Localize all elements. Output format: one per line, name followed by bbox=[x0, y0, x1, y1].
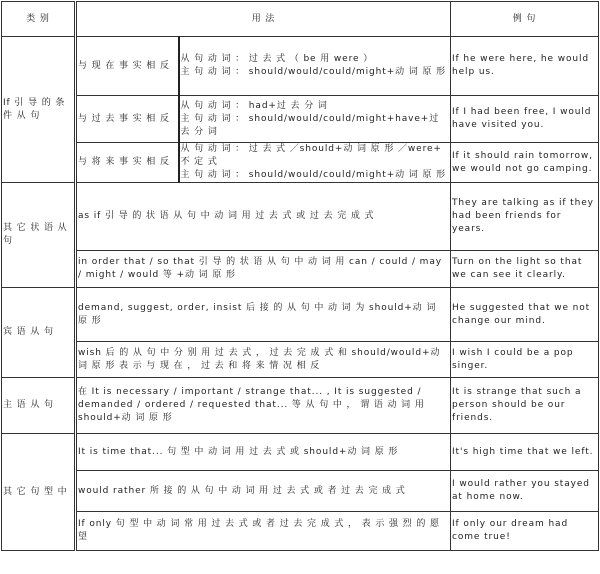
usage-cell: wish 后 的 从 句 中 分 别 用 过 去 式 ， 过 去 完 成 式 和 should/would+动 词 原 形 表 示 与 现 在 ， 过 去 和 将 来 情 况 相 反 bbox=[76, 342, 451, 378]
usage-line: 主 句 动 词 ： should/would/could/might+have+过 去 分 词 bbox=[180, 113, 440, 137]
usage-cell: would rather 所 接 的 从 句 中 动 词 用 过 去 式 或 者 过 去 完 成 式 bbox=[76, 471, 451, 512]
example-cell: I would rather you stayed at home now. bbox=[451, 471, 599, 512]
type-cell: 与 将 来 事 实 相 反 bbox=[76, 143, 179, 183]
subjunctive-table bbox=[1, 1, 599, 551]
table-row bbox=[2, 143, 599, 183]
table-row bbox=[2, 434, 599, 471]
example-cell: Turn on the light so that we can see it clearly. bbox=[451, 251, 599, 288]
category-cell: 其 它 句 型 中 bbox=[2, 434, 76, 551]
usage-cell bbox=[179, 143, 451, 183]
example-cell: He suggested that we not change our mind. bbox=[451, 288, 599, 342]
category-cell: If 引 导 的 条 件 从 句 bbox=[2, 37, 76, 183]
category-cell: 主 语 从 句 bbox=[2, 378, 76, 434]
header-row bbox=[2, 2, 599, 37]
usage-line: 从 句 动 词 ： 过 去 式 （ be 用 were ） bbox=[180, 54, 374, 64]
usage-line: 主 句 动 词 ： should/would/could/might+动 词 原 形 bbox=[180, 67, 447, 77]
usage-line: 从 句 动 词 ： had+过 去 分 词 bbox=[180, 100, 328, 111]
category-cell: 宾 语 从 句 bbox=[2, 288, 76, 378]
header-category: 类 别 bbox=[2, 2, 76, 37]
example-cell: They are talking as if they had been friends for years. bbox=[451, 183, 599, 251]
header-usage: 用 法 bbox=[76, 2, 451, 37]
type-cell: 与 过 去 事 实 相 反 bbox=[76, 96, 179, 143]
usage-line: 从 句 动 词 ： 过 去 式 ／should+动 词 原 形 ／were+ 不 定 式 bbox=[180, 144, 442, 167]
usage-cell: demand, suggest, order, insist 后 接 的 从 句 中 动 词 为 should+动 词 原 形 bbox=[76, 288, 451, 342]
usage-cell bbox=[179, 96, 451, 143]
table-row bbox=[2, 378, 599, 434]
example-cell: If he were here, he would help us. bbox=[451, 37, 599, 96]
usage-cell: It is time that... 句 型 中 动 词 用 过 去 式 或 should+动 词 原 形 bbox=[76, 434, 451, 471]
usage-cell: 在 It is necessary / important / strange that... , It is suggested / demanded / ordered / requested that... 等 从 句 中 ， 谓 语 动 词 用 should+动 词 原 形 bbox=[76, 378, 451, 434]
usage-cell: as if 引 导 的 状 语 从 句 中 动 词 用 过 去 式 或 过 去 完 成 式 bbox=[76, 183, 451, 251]
usage-cell bbox=[179, 37, 451, 96]
example-cell: If it should rain tomorrow, we would not go camping. bbox=[451, 143, 599, 183]
table-row bbox=[2, 251, 599, 288]
table-row bbox=[2, 342, 599, 378]
table-row bbox=[2, 183, 599, 251]
example-cell: I wish I could be a pop singer. bbox=[451, 342, 599, 378]
usage-cell: If only 句 型 中 动 词 常 用 过 去 式 或 者 过 去 完 成 式 ， 表 示 强 烈 的 愿 望 bbox=[76, 512, 451, 551]
table-row bbox=[2, 37, 599, 96]
table-row bbox=[2, 288, 599, 342]
header-example: 例 句 bbox=[451, 2, 599, 37]
table-row bbox=[2, 471, 599, 512]
usage-line: 主 句 动 词 ： should/would/could/might+动 词 原 形 bbox=[180, 170, 447, 180]
type-cell: 与 现 在 事 实 相 反 bbox=[76, 37, 179, 96]
example-cell: If only our dream had come true! bbox=[451, 512, 599, 551]
example-cell: It's high time that we left. bbox=[451, 434, 599, 471]
table-row bbox=[2, 96, 599, 143]
example-cell: If I had been free, I would have visited you. bbox=[451, 96, 599, 143]
usage-cell: in order that / so that 引 导 的 状 语 从 句 中 动 词 用 can / could / may / might / would 等 +动 词 原 形 bbox=[76, 251, 451, 288]
example-cell: It is strange that such a person should be our friends. bbox=[451, 378, 599, 434]
category-cell: 其 它 状 语 从 句 bbox=[2, 183, 76, 288]
table-row bbox=[2, 512, 599, 551]
